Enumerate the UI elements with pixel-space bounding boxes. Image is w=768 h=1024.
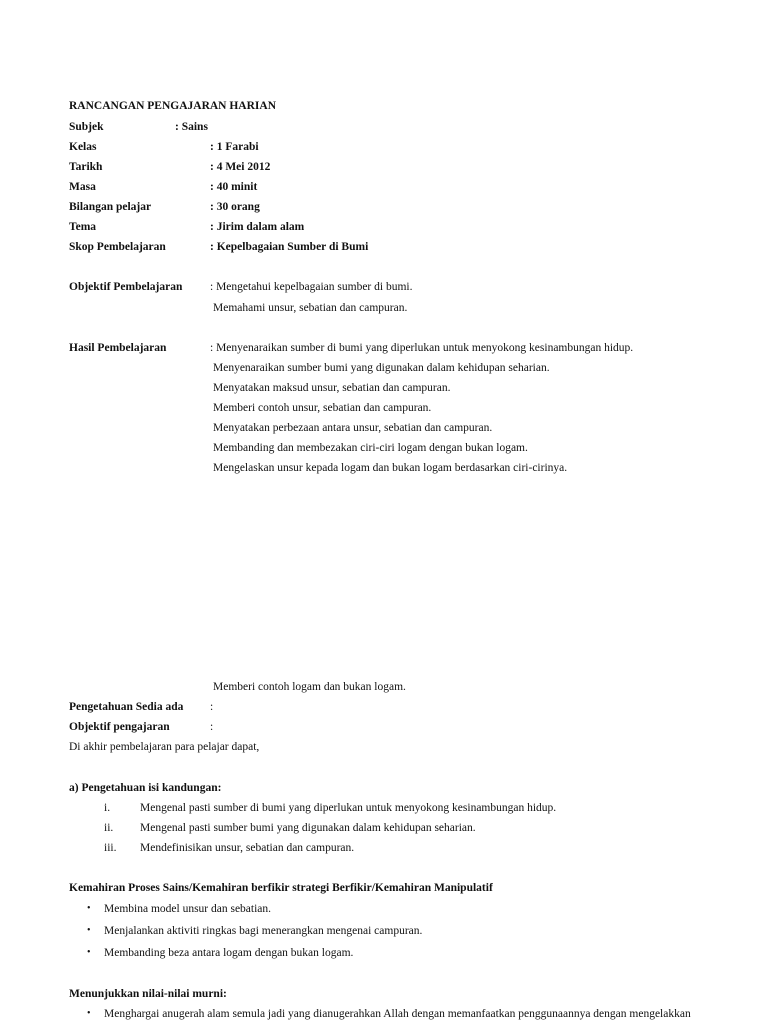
objektif-line: : Mengetahui kepelbagaian sumber di bumi. (210, 281, 413, 293)
field-tema-label: Tema (69, 221, 97, 233)
list-number: ii. (104, 822, 114, 834)
field-masa-label: Masa (69, 181, 96, 193)
document-title: RANCANGAN PENGAJARAN HARIAN (69, 100, 276, 112)
field-subjek-label: Subjek (69, 121, 104, 133)
bullet-icon: • (87, 1008, 91, 1019)
bullet-item: Menghargai anugerah alam semula jadi yang dianugerahkan Allah dengan memanfaatkan penggunaannya dengan mengelakkan (104, 1008, 691, 1020)
hasil-extra-line: Memberi contoh logam dan bukan logam. (213, 681, 406, 693)
field-tema-value: : Jirim dalam alam (210, 221, 305, 233)
list-item: Mengenal pasti sumber di bumi yang diperlukan untuk menyokong kesinambungan hidup. (140, 802, 557, 814)
bullet-item: Membanding beza antara logam dengan bukan logam. (104, 947, 354, 959)
bullet-icon: • (87, 903, 91, 914)
intro-text: Di akhir pembelajaran para pelajar dapat, (69, 741, 260, 753)
pengetahuan-sedia-ada-label: Pengetahuan Sedia ada (69, 701, 184, 713)
hasil-line: Menyatakan maksud unsur, sebatian dan campuran. (213, 382, 451, 394)
section-a-heading: a) Pengetahuan isi kandungan: (69, 782, 222, 794)
list-item: Mengenal pasti sumber bumi yang digunakan dalam kehidupan seharian. (140, 822, 476, 834)
field-subjek-value: : Sains (175, 121, 208, 133)
list-number: i. (104, 802, 111, 814)
bullet-icon: • (87, 925, 91, 936)
nilai-murni-heading: Menunjukkan nilai-nilai murni: (69, 988, 227, 1000)
objektif-pengajaran-value: : (210, 721, 214, 733)
objektif-pengajaran-label: Objektif pengajaran (69, 721, 170, 733)
field-kelas-label: Kelas (69, 141, 97, 153)
field-tarikh-value: : 4 Mei 2012 (210, 161, 271, 173)
hasil-line: : Menyenaraikan sumber di bumi yang diperlukan untuk menyokong kesinambungan hidup. (210, 342, 634, 354)
field-bilangan-label: Bilangan pelajar (69, 201, 152, 213)
field-skop-value: : Kepelbagaian Sumber di Bumi (210, 241, 369, 253)
hasil-line: Memberi contoh unsur, sebatian dan campuran. (213, 402, 432, 414)
hasil-line: Mengelaskan unsur kepada logam dan bukan logam berdasarkan ciri-cirinya. (213, 462, 568, 474)
field-skop-label: Skop Pembelajaran (69, 241, 166, 253)
hasil-line: Membanding dan membezakan ciri-ciri logam dengan bukan logam. (213, 442, 528, 454)
hasil-line: Menyenaraikan sumber bumi yang digunakan dalam kehidupan seharian. (213, 362, 550, 374)
kemahiran-heading: Kemahiran Proses Sains/Kemahiran berfikir strategi Berfikir/Kemahiran Manipulatif (69, 882, 493, 894)
list-number: iii. (104, 842, 117, 854)
field-kelas-value: : 1 Farabi (210, 141, 259, 153)
field-masa-value: : 40 minit (210, 181, 258, 193)
bullet-item: Menjalankan aktiviti ringkas bagi menerangkan mengenai campuran. (104, 925, 423, 937)
field-tarikh-label: Tarikh (69, 161, 103, 173)
bullet-icon: • (87, 947, 91, 958)
bullet-item: Membina model unsur dan sebatian. (104, 903, 272, 915)
hasil-line: Menyatakan perbezaan antara unsur, sebatian dan campuran. (213, 422, 493, 434)
objektif-pembelajaran-label: Objektif Pembelajaran (69, 281, 183, 293)
pengetahuan-sedia-ada-value: : (210, 701, 214, 713)
hasil-pembelajaran-label: Hasil Pembelajaran (69, 342, 167, 354)
field-bilangan-value: : 30 orang (210, 201, 260, 213)
objektif-line: Memahami unsur, sebatian dan campuran. (213, 302, 408, 314)
list-item: Mendefinisikan unsur, sebatian dan campuran. (140, 842, 355, 854)
